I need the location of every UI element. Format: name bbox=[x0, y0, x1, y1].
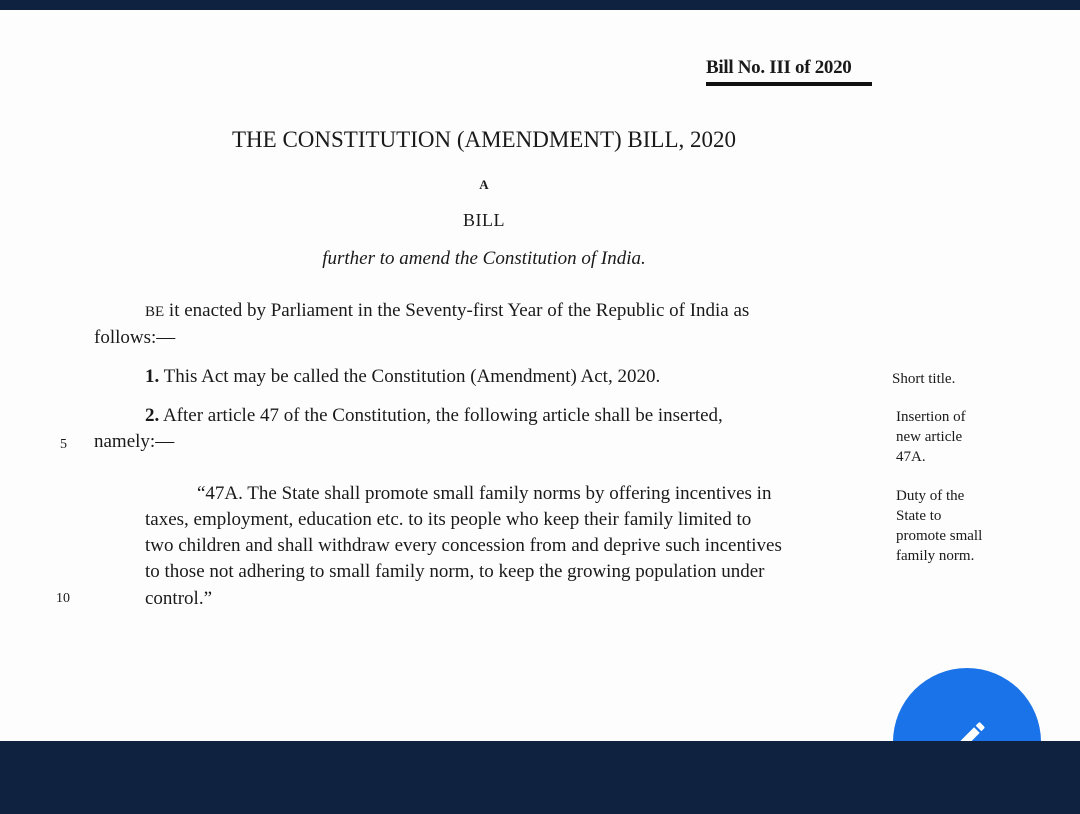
edit-fab-button[interactable] bbox=[893, 668, 1041, 741]
top-frame-strip bbox=[0, 0, 1080, 10]
enacting-formula-line-1 bbox=[145, 300, 749, 322]
margin-note-short-title: Short title. bbox=[892, 371, 956, 387]
margin-note-line: State to bbox=[896, 508, 942, 524]
article-letter: A bbox=[479, 177, 489, 192]
section-1 bbox=[145, 366, 660, 388]
pencil-icon bbox=[953, 718, 989, 741]
bottom-frame-bar bbox=[0, 741, 1080, 814]
margin-note-line: Insertion of bbox=[896, 409, 966, 425]
long-title: further to amend the Constitution of India. bbox=[322, 248, 646, 269]
section-1-text: This Act may be called the Constitution (Amendment) Act, 2020. bbox=[159, 366, 661, 387]
margin-note-line: new article bbox=[896, 429, 963, 445]
article-47a-line-5: control.” bbox=[145, 588, 213, 609]
margin-note-duty bbox=[896, 486, 982, 566]
enacting-line-1-text: it enacted by Parliament in the Seventy-first Year of the Republic of India as bbox=[164, 300, 750, 321]
section-1-number: 1. bbox=[145, 366, 160, 387]
bill-number-underline bbox=[706, 82, 872, 86]
margin-note-line: family norm. bbox=[896, 548, 975, 564]
enacting-formula-line-2: follows:— bbox=[94, 327, 176, 348]
line-number-10: 10 bbox=[56, 591, 70, 606]
document-page bbox=[0, 10, 1080, 741]
bill-number: Bill No. III of 2020 bbox=[706, 57, 852, 78]
line-number-5: 5 bbox=[60, 437, 67, 452]
article-47a-line-2: taxes, employment, education etc. to its people who keep their family limited to bbox=[145, 509, 752, 530]
article-47a-line-4: to those not adhering to small family norm, to keep the growing population under bbox=[145, 561, 765, 582]
article-47a-line-1: “47A. The State shall promote small family norms by offering incentives in bbox=[197, 483, 772, 504]
margin-note-line: Duty of the bbox=[896, 488, 965, 504]
margin-note-insertion bbox=[896, 407, 966, 467]
article-47a-line-3: two children and shall withdraw every concession from and deprive such incentives bbox=[145, 535, 782, 556]
enacting-small-caps: BE bbox=[145, 304, 165, 320]
section-2-line-1 bbox=[145, 405, 723, 427]
section-2-line-2: namely:— bbox=[94, 431, 175, 452]
bill-heading: BILL bbox=[463, 210, 505, 230]
section-2-number: 2. bbox=[145, 405, 160, 426]
section-2-line-1-text: After article 47 of the Constitution, the following article shall be inserted, bbox=[159, 405, 723, 426]
margin-note-line: promote small bbox=[896, 528, 983, 544]
margin-note-line: 47A. bbox=[896, 449, 926, 465]
bill-title: THE CONSTITUTION (AMENDMENT) BILL, 2020 bbox=[231, 127, 736, 152]
